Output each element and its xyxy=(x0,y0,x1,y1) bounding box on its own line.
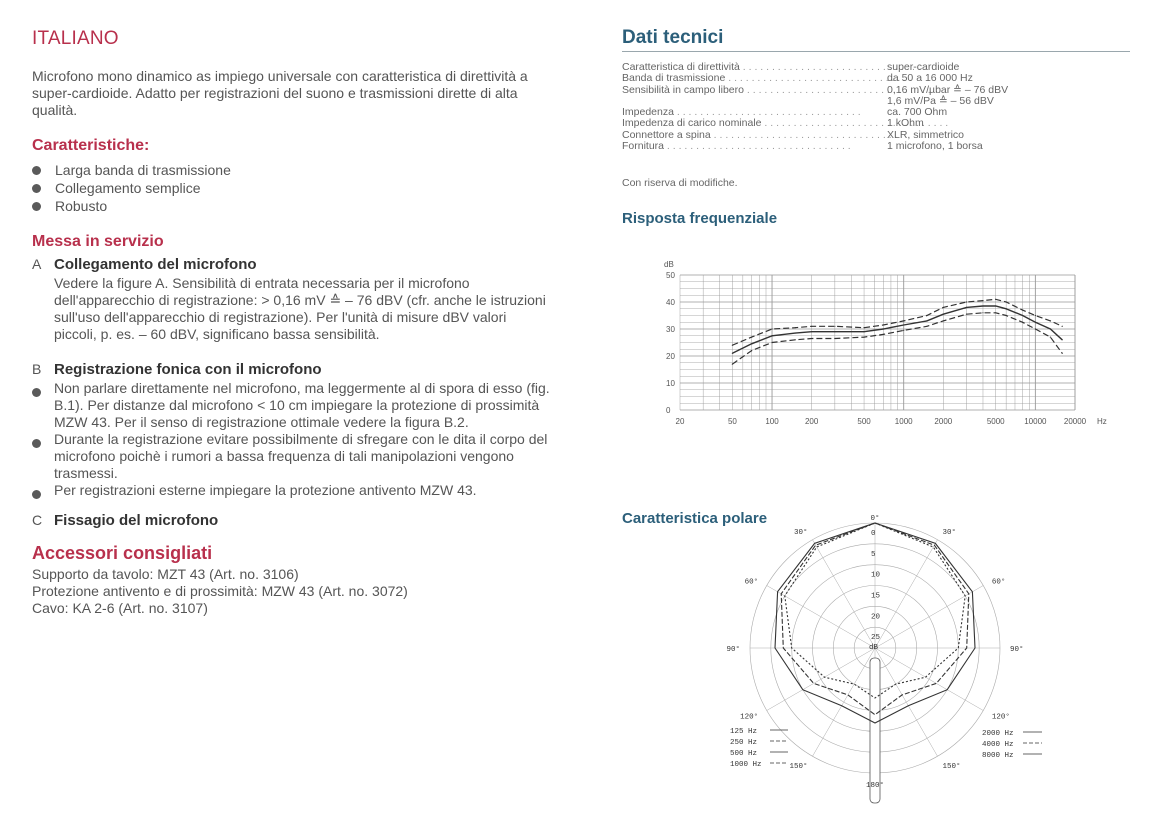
bullet-icon xyxy=(32,202,41,211)
y-tick-label: 40 xyxy=(666,298,675,307)
radial-tick-label: 5 xyxy=(871,550,876,559)
data-point xyxy=(966,314,967,315)
x-tick-label: 20000 xyxy=(1063,417,1087,426)
data-point xyxy=(732,353,733,354)
data-point xyxy=(943,320,944,321)
y-axis-label: dB xyxy=(664,260,674,269)
data-point xyxy=(1050,328,1051,329)
data-point xyxy=(834,331,835,332)
data-point xyxy=(863,331,864,332)
angle-label: 150° xyxy=(789,762,808,771)
data-point xyxy=(1062,339,1063,340)
x-tick-label: 200 xyxy=(804,417,819,426)
data-point xyxy=(811,338,812,339)
data-point xyxy=(1050,337,1051,338)
angle-label: 60° xyxy=(991,578,1006,587)
polar-spoke xyxy=(813,648,876,756)
legend-label: 125 Hz xyxy=(730,728,758,736)
spec-table xyxy=(622,62,1008,152)
data-point xyxy=(995,305,996,306)
data-point xyxy=(982,305,983,306)
legend-label: 8000 Hz xyxy=(982,752,1014,760)
bullet-icon xyxy=(32,388,41,397)
data-point xyxy=(943,314,944,315)
polar-spoke xyxy=(875,648,983,711)
section-letter: A xyxy=(32,256,42,272)
bullet-icon xyxy=(32,490,41,499)
polar-spoke xyxy=(875,586,983,649)
data-point xyxy=(1022,315,1023,316)
polar-labels xyxy=(726,514,1042,790)
legend-label: 4000 Hz xyxy=(982,741,1014,749)
bullet-icon xyxy=(32,184,41,193)
data-point xyxy=(926,315,927,316)
table-row: 1,6 mV/Pa ≙ – 56 dBV xyxy=(887,94,994,107)
x-tick-label: 20 xyxy=(675,417,685,426)
data-point xyxy=(966,307,967,308)
list-item: Robusto xyxy=(32,197,231,215)
data-point xyxy=(903,330,904,331)
table-row: Fornitura . . . 1 microfono, 1 borsa xyxy=(622,141,1008,152)
polar-spoke xyxy=(767,586,875,649)
data-point xyxy=(834,338,835,339)
data-point xyxy=(1050,320,1051,321)
data-point xyxy=(966,301,967,302)
data-point xyxy=(795,327,796,328)
data-point xyxy=(1006,315,1007,316)
legend-label: 250 Hz xyxy=(730,739,758,747)
x-tick-label: 100 xyxy=(765,417,779,426)
y-tick-label: 20 xyxy=(666,352,675,361)
response-title: Risposta frequenziale xyxy=(622,210,778,227)
legend-label: 500 Hz xyxy=(730,750,758,758)
radial-tick-label: 20 xyxy=(871,613,881,622)
features-list xyxy=(32,161,231,215)
x-tick-label: 1000 xyxy=(894,417,913,426)
data-point xyxy=(771,335,772,336)
section-a-text: Vedere la figure A. Sensibilità di entrata necessaria per il microfono dell'apparecchio di registrazione: > 0,16 mV ≙ – 76 dBV (cfr. anche le istruzioni sull'uso dell'apparecchio di registrazione). Per l'unità di misure dBV valori piccoli, p. es. – 60 dBV, significano bassa sensibilità. xyxy=(54,275,546,342)
list-item: Supporto da tavolo: MZT 43 (Art. no. 3106) xyxy=(32,566,299,582)
data-point xyxy=(1022,322,1023,323)
bullet-icon xyxy=(32,166,41,175)
section-b xyxy=(32,361,552,503)
x-tick-label: 2000 xyxy=(934,417,953,426)
list-item: Durante la registrazione evitare possibilmente di sfregare con le dita il corpo del microfono poichè i rumori a bassa frequenza di tali manipolazioni vengono trasmessi. xyxy=(32,431,552,482)
polar-spoke xyxy=(767,648,875,711)
list-item: Cavo: KA 2-6 (Art. no. 3107) xyxy=(32,600,208,616)
data-point xyxy=(795,332,796,333)
radial-tick-label: 10 xyxy=(871,571,881,580)
series-line-nominal xyxy=(732,306,1062,353)
polar-title: Caratteristica polare xyxy=(622,510,768,527)
section-a xyxy=(32,256,552,343)
data-point xyxy=(732,345,733,346)
radial-tick-label: 15 xyxy=(871,592,881,601)
list-item: Protezione antivento e di prossimità: MZW 43 (Art. no. 3072) xyxy=(32,583,408,599)
data-point xyxy=(1022,310,1023,311)
divider xyxy=(622,51,1130,52)
list-item: Per registrazioni esterne impiegare la protezione antivento MZW 43. xyxy=(32,482,552,503)
angle-label: 30° xyxy=(942,529,957,538)
list-item: Non parlare direttamente nel microfono, ma leggermente al di spora di esso (fig. B.1). Per distanze dal microfono < 10 cm impiegare la protezione di prossimità MZW 43. Per il senso di registrazione ottimale vedere la figura B.2. xyxy=(32,380,552,431)
polar-spoke xyxy=(875,648,938,756)
data-point xyxy=(1062,326,1063,327)
data-point xyxy=(982,312,983,313)
data-point xyxy=(771,342,772,343)
section-c xyxy=(32,512,218,530)
data-point xyxy=(751,343,752,344)
data-point xyxy=(1006,308,1007,309)
table-row: Impedenza di carico nominale . . . 1 kOhm xyxy=(622,118,1008,129)
legend-label: 2000 Hz xyxy=(982,730,1014,738)
data-point xyxy=(811,326,812,327)
section-letter: B xyxy=(32,361,42,377)
y-tick-label: 0 xyxy=(666,406,671,415)
x-tick-label: 5000 xyxy=(986,417,1005,426)
data-point xyxy=(995,299,996,300)
list-item: Collegamento semplice xyxy=(32,179,231,197)
data-point xyxy=(903,324,904,325)
table-row: Impedenza . . . ca. 700 Ohm xyxy=(622,107,1008,118)
list-item: Larga banda di trasmissione xyxy=(32,161,231,179)
angle-label: 90° xyxy=(726,646,740,654)
data-point xyxy=(751,337,752,338)
data-point xyxy=(903,320,904,321)
radial-tick-label: 25 xyxy=(871,634,881,643)
section-b-title: Registrazione fonica con il microfono xyxy=(54,361,322,378)
x-tick-label: 10000 xyxy=(1024,417,1047,426)
angle-label: 150° xyxy=(942,762,961,771)
modifications-note: Con riserva di modifiche. xyxy=(622,177,738,189)
x-tick-label: 500 xyxy=(857,417,871,426)
intro-paragraph: Microfono mono dinamico as impiego universale con caratteristica di direttività a super-cardioide. Adatto per registrazioni del suono e trasmissioni dirette di alta qualità. xyxy=(32,68,528,118)
radial-tick-label: 0 xyxy=(871,530,876,538)
table-row: Sensibilità in campo libero . . . 0,16 mV/µbar ≙ – 76 dBV xyxy=(622,85,1008,96)
y-tick-label: 50 xyxy=(666,271,675,280)
language-heading: ITALIANO xyxy=(32,28,119,49)
data-point xyxy=(926,326,927,327)
chart-labels xyxy=(664,260,1107,426)
section-letter: C xyxy=(32,512,43,528)
angle-label: 90° xyxy=(1010,646,1024,654)
table-row: Banda di trasmissione . . . da 50 a 16 000 Hz xyxy=(622,73,1008,84)
data-point xyxy=(982,300,983,301)
table-row: Caratteristica di direttività . . . super-cardioide xyxy=(622,62,1008,73)
polar-pattern-chart xyxy=(720,515,1050,813)
y-tick-label: 30 xyxy=(666,325,675,334)
section-a-title: Collegamento del microfono xyxy=(54,256,257,273)
data-point xyxy=(883,324,884,325)
data-point xyxy=(1035,322,1036,323)
features-title: Caratteristiche: xyxy=(32,137,150,154)
polar-spoke xyxy=(813,540,876,648)
data-point xyxy=(883,334,884,335)
section-c-title: Fissagio del microfono xyxy=(54,512,219,529)
angle-label: 0° xyxy=(870,515,880,523)
legend-label: 1000 Hz xyxy=(730,761,762,769)
polar-grid xyxy=(750,523,1000,803)
data-point xyxy=(926,320,927,321)
angle-label: 120° xyxy=(991,713,1010,722)
angle-label: 60° xyxy=(744,578,759,587)
data-point xyxy=(1035,328,1036,329)
data-point xyxy=(995,312,996,313)
angle-label: 120° xyxy=(740,713,759,722)
data-point xyxy=(751,350,752,351)
x-tick-label: 50 xyxy=(727,417,737,426)
y-tick-label: 10 xyxy=(666,379,675,388)
data-point xyxy=(732,364,733,365)
specs-title: Dati tecnici xyxy=(622,27,724,48)
frequency-response-chart xyxy=(655,255,1105,460)
data-point xyxy=(1035,315,1036,316)
data-point xyxy=(863,327,864,328)
data-point xyxy=(883,328,884,329)
polar-spoke xyxy=(875,540,938,648)
data-point xyxy=(834,326,835,327)
x-axis-label: Hz xyxy=(1097,417,1107,426)
bullet-icon xyxy=(32,439,41,448)
angle-label: 180° xyxy=(865,782,885,790)
series-line-lower-tolerance xyxy=(732,313,1062,364)
messa-title: Messa in servizio xyxy=(32,233,164,250)
table-row: Connettore a spina . . . XLR, simmetrico xyxy=(622,130,1008,141)
data-point xyxy=(795,339,796,340)
angle-label: 30° xyxy=(793,529,808,538)
accessories-title: Accessori consigliati xyxy=(32,543,213,563)
data-point xyxy=(1006,301,1007,302)
data-point xyxy=(771,328,772,329)
accessories xyxy=(32,545,408,617)
data-point xyxy=(863,337,864,338)
data-point xyxy=(943,307,944,308)
radial-unit-label: dB xyxy=(869,644,879,652)
data-point xyxy=(1062,353,1063,354)
chart-grid xyxy=(680,275,1075,410)
data-point xyxy=(811,331,812,332)
